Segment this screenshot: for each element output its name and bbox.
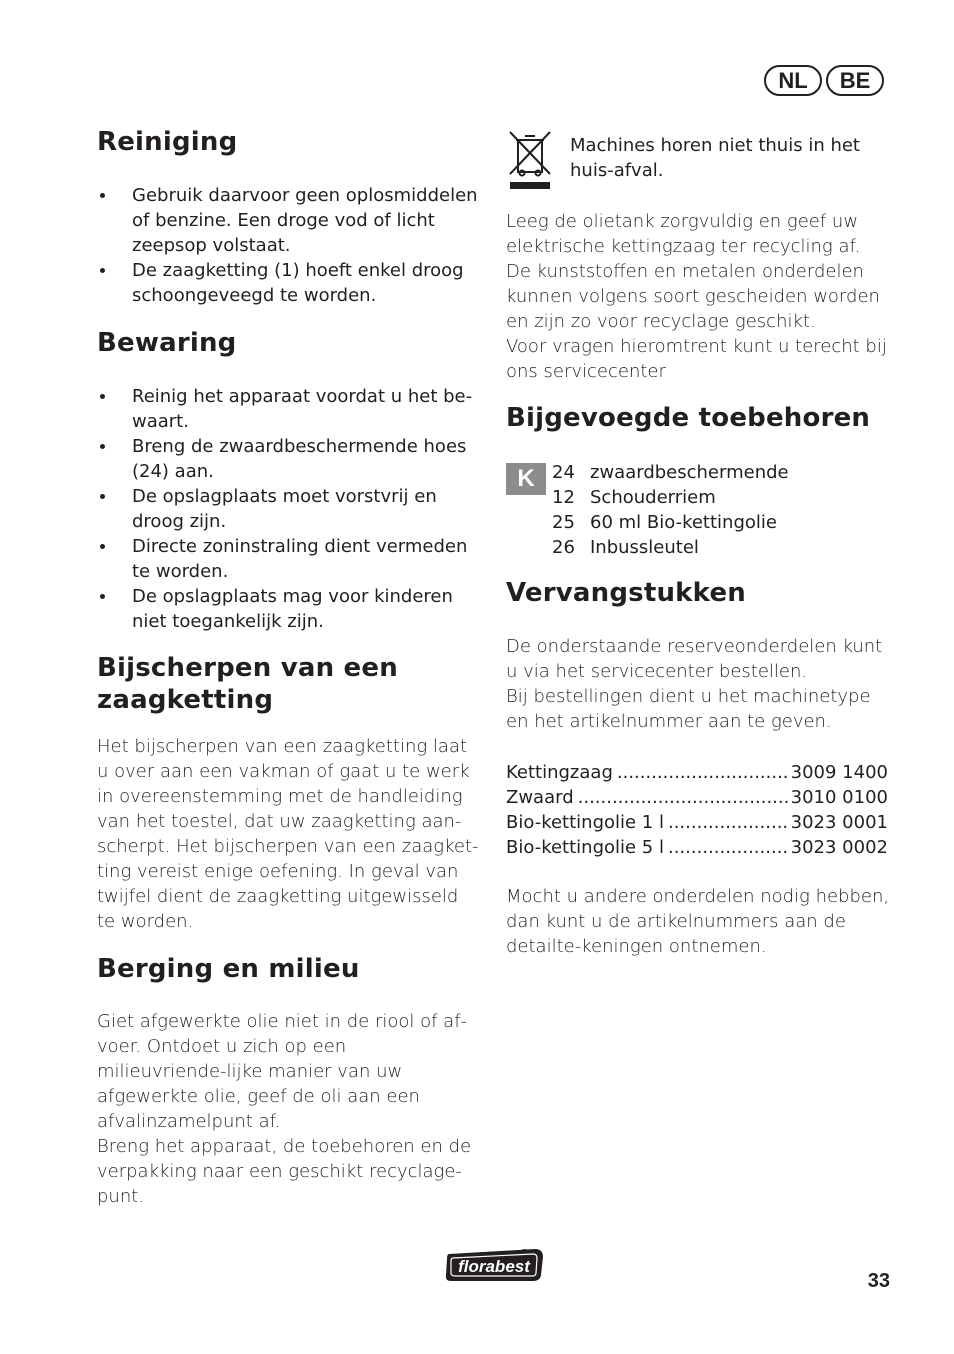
paragraph: Mocht u andere onderdelen nodig hebben, dan kunt u de artikelnummers aan de detailte-keningen ontnemen.	[506, 886, 890, 957]
part-number: 3023 0002	[790, 837, 888, 858]
paragraph: Voor vragen hieromtrent kunt u terecht bij ons servicecenter	[506, 336, 887, 382]
item-number: 26	[552, 537, 575, 558]
list-item: De opslagplaats mag voor kinderen niet toegankelijk zijn.	[97, 584, 481, 634]
part-name: Bio-kettingolie 5 l	[506, 837, 664, 858]
paragraph: Leeg de olietank zorgvuldig en geef uw elektrische kettingzaag ter recycling af. De kunststoffen en metalen onderdelen kunnen volgens soort gescheiden worden en zijn zo voor recyclage geschikt.	[506, 211, 880, 332]
crossed-out-bin-icon	[506, 128, 554, 192]
language-badges	[764, 65, 884, 96]
item-label: zwaardbeschermende	[590, 462, 789, 483]
item-number: 12	[552, 487, 575, 508]
list-item: Gebruik daarvoor geen oplosmiddelen of benzine. Een droge vod of licht zeepsop volstaat.	[97, 183, 481, 258]
item-number: 25	[552, 512, 575, 533]
language-badge-nl: NL	[764, 65, 822, 96]
page-number: 33	[867, 1270, 890, 1292]
table-row	[506, 835, 888, 860]
list-item: Reinig het apparaat voordat u het be-waart.	[97, 384, 481, 434]
vervangstukken-intro	[506, 634, 890, 734]
vervangstukken-outro	[506, 884, 890, 959]
berging-text	[97, 1009, 481, 1209]
florabest-logo	[443, 1245, 547, 1285]
heading-bijscherpen-line1: Bijscherpen van een	[97, 653, 398, 683]
dot-leader	[617, 760, 789, 785]
paragraph: De onderstaande reserveonderdelen kunt u via het servicecenter bestellen.	[506, 636, 883, 682]
paragraph: Bij bestellingen dient u het machinetype en het artikelnummer aan te geven.	[506, 686, 871, 732]
table-row	[506, 760, 888, 785]
language-badge-be: BE	[826, 65, 884, 96]
item-label: Inbussleutel	[590, 537, 699, 558]
part-name: Bio-kettingolie 1 l	[506, 812, 664, 833]
paragraph: Breng het apparaat, de toebehoren en de verpakking naar een geschikt recyclage-punt.	[97, 1136, 472, 1207]
heading-vervangstukken: Vervangstukken	[506, 578, 747, 608]
parts-list	[506, 760, 888, 860]
item-number: 24	[552, 462, 575, 483]
list-item	[552, 460, 789, 485]
part-number: 3023 0001	[790, 812, 888, 833]
paragraph: Het bijscherpen van een zaagketting laat u over aan een vakman of gaat u te werk in overeenstemming met de handleiding van het toestel, dat uw zaagketting aan-scherpt. Het bijscherpen van een zaagket-ting vereist enige oefening. In geval van twijfel dient de zaagketting uitgewisseld te worden.	[97, 736, 479, 932]
dot-leader	[668, 810, 789, 835]
heading-berging: Berging en milieu	[97, 954, 360, 984]
recycling-text	[506, 209, 890, 384]
list-item: De zaagketting (1) hoeft enkel droog schoongeveegd te worden.	[97, 258, 481, 308]
item-label: Schouderriem	[590, 487, 716, 508]
heading-bewaring: Bewaring	[97, 328, 237, 358]
paragraph: Giet afgewerkte olie niet in de riool of af-voer. Ontdoet u zich op een milieuvriende-lijke manier van uw afgewerkte olie, geef de oli aan een afvalinzamelpunt af.	[97, 1011, 468, 1132]
table-row	[506, 785, 888, 810]
heading-reiniging: Reiniging	[97, 127, 238, 157]
part-name: Kettingzaag	[506, 762, 613, 783]
list-item: Directe zoninstraling dient vermeden te worden.	[97, 534, 481, 584]
kit-badge: K	[506, 463, 546, 495]
heading-bijscherpen	[97, 652, 481, 716]
table-row	[506, 810, 888, 835]
heading-toebehoren: Bijgevoegde toebehoren	[506, 403, 871, 433]
accessories-list	[552, 460, 789, 560]
dot-leader	[668, 835, 789, 860]
heading-bijscherpen-line2: zaagketting	[97, 685, 274, 715]
weee-notice: Machines horen niet thuis in het huis-afval.	[570, 135, 860, 181]
list-item	[552, 510, 789, 535]
list-item	[552, 485, 789, 510]
dot-leader	[578, 785, 789, 810]
list-item: Breng de zwaardbeschermende hoes (24) aan.	[97, 434, 481, 484]
part-name: Zwaard	[506, 787, 574, 808]
list-item: De opslagplaats moet vorstvrij en droog zijn.	[97, 484, 481, 534]
part-number: 3009 1400	[790, 762, 888, 783]
reiniging-list	[97, 183, 481, 308]
item-label: 60 ml Bio-kettingolie	[590, 512, 777, 533]
list-item	[552, 535, 789, 560]
part-number: 3010 0100	[790, 787, 888, 808]
bijscherpen-text	[97, 734, 481, 934]
bewaring-list	[97, 384, 481, 634]
brand-name: florabest	[458, 1257, 530, 1276]
